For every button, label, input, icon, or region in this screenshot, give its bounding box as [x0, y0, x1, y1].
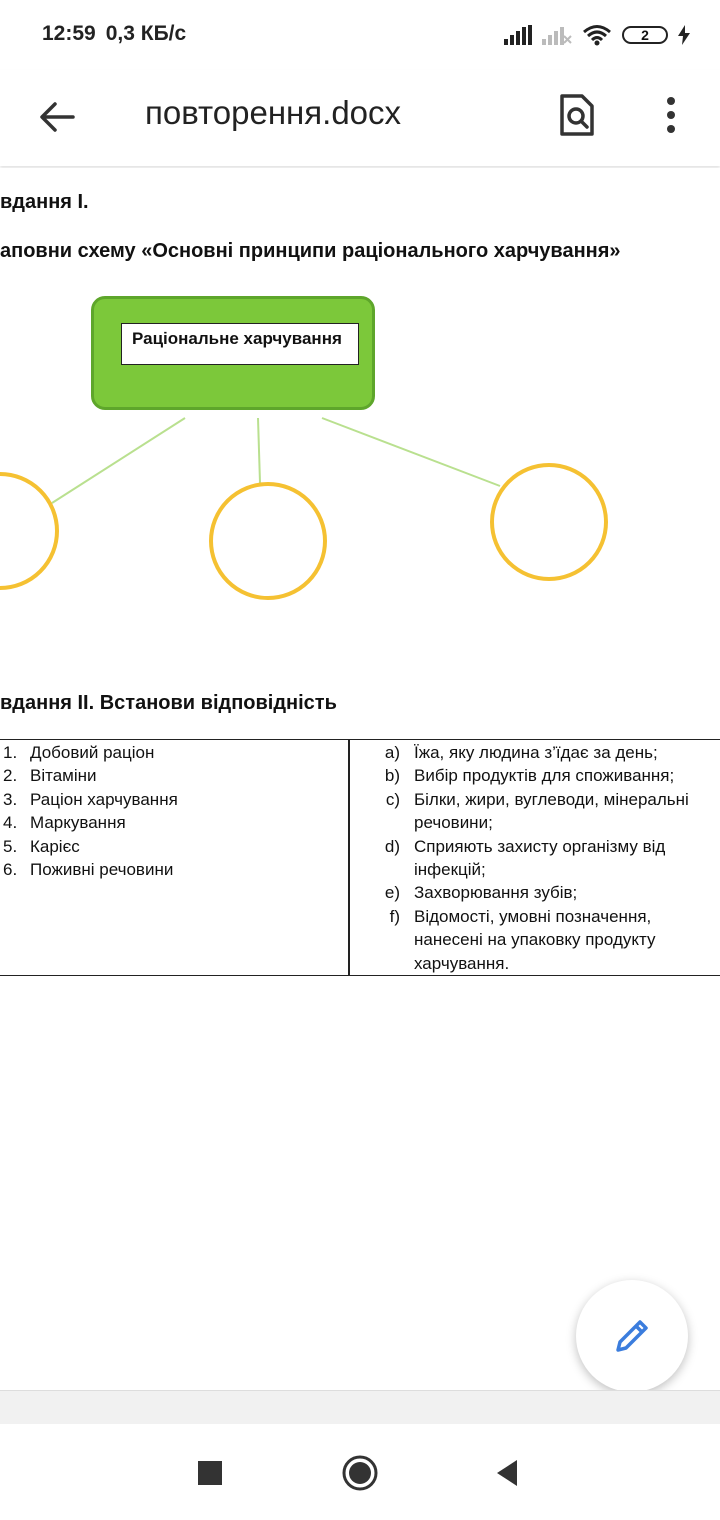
status-left	[42, 22, 186, 46]
definition-letter: f)	[389, 906, 400, 926]
definition-item	[356, 835, 720, 882]
term-item	[0, 788, 340, 811]
arrow-left-icon	[39, 101, 75, 133]
document-page[interactable]	[0, 168, 720, 1390]
definition-letter: b)	[384, 766, 400, 786]
signal-no-service-icon	[542, 25, 572, 45]
document-title: повторення.docx	[145, 94, 402, 131]
matching-table	[0, 739, 720, 976]
term-item	[0, 858, 340, 881]
term-number: 5.	[3, 836, 18, 856]
circle-home-icon	[341, 1454, 379, 1492]
home-button[interactable]	[335, 1448, 385, 1498]
recents-button[interactable]	[185, 1448, 235, 1498]
triangle-back-icon	[495, 1459, 519, 1487]
center-label: Раціональне харчування	[121, 323, 359, 365]
document-search-icon	[560, 94, 594, 136]
term-item	[0, 764, 340, 787]
term-number: 3.	[3, 789, 18, 809]
definition-letter: d)	[384, 836, 400, 856]
term-text: Вітаміни	[30, 766, 97, 786]
connector-line-middle	[258, 418, 260, 483]
status-time: 12:59	[42, 22, 96, 45]
definition-item	[356, 881, 720, 904]
task1-instruction: аповни схему «Основні принципи раціонального харчування»	[0, 240, 621, 262]
task2-heading: вдання ІІ. Встанови відповідність	[0, 692, 337, 714]
connector-line-left	[52, 418, 185, 503]
term-number: 6.	[3, 860, 18, 880]
more-vertical-icon	[666, 97, 676, 133]
status-bar	[0, 0, 720, 70]
definition-item	[356, 788, 720, 835]
battery-indicator	[622, 26, 668, 44]
definition-text: Білки, жири, вуглеводи, мінеральні речовини;	[414, 789, 689, 833]
definition-letter: c)	[385, 789, 400, 809]
system-nav-bar	[0, 1424, 720, 1520]
term-item	[0, 741, 340, 764]
empty-circle-middle	[211, 484, 325, 598]
definition-item	[356, 905, 720, 975]
definition-text: Вибір продуктів для споживання;	[414, 766, 675, 786]
app-bar	[0, 70, 720, 166]
empty-circle-right	[492, 465, 606, 579]
definition-letter: e)	[384, 883, 400, 903]
definitions-list	[356, 741, 720, 975]
definition-text: Відомості, умовні позначення, нанесені на упаковку продукту харчування.	[414, 906, 656, 973]
wifi-icon	[582, 24, 612, 46]
definition-text: Сприяють захисту організму від інфекцій;	[414, 836, 666, 880]
battery-level: 2	[641, 27, 649, 43]
back-button[interactable]	[30, 90, 84, 144]
term-text: Маркування	[30, 813, 126, 833]
term-number: 2.	[3, 766, 18, 786]
term-number: 4.	[3, 813, 18, 833]
center-box	[91, 296, 375, 410]
term-item	[0, 811, 340, 834]
term-text: Поживні речовини	[30, 860, 174, 880]
empty-circle-left	[0, 474, 57, 588]
term-text: Раціон харчування	[30, 789, 178, 809]
term-text: Добовий раціон	[30, 743, 155, 762]
definition-item	[356, 764, 720, 787]
pencil-edit-icon	[612, 1316, 652, 1356]
edit-fab-button[interactable]	[576, 1280, 688, 1392]
bottom-strip	[0, 1390, 720, 1425]
term-number: 1.	[3, 743, 18, 762]
signal-icon	[504, 25, 532, 45]
find-in-document-button[interactable]	[550, 88, 604, 142]
term-text: Карієс	[30, 836, 80, 856]
definition-text: Захворювання зубів;	[414, 883, 578, 903]
charging-icon	[678, 25, 690, 45]
definition-letter: a)	[384, 743, 400, 762]
back-nav-button[interactable]	[482, 1448, 532, 1498]
terms-list	[0, 741, 340, 881]
status-icons	[504, 22, 690, 48]
nutrition-scheme	[0, 288, 720, 608]
network-speed: 0,3 КБ/с	[105, 22, 187, 45]
square-recents-icon	[198, 1461, 222, 1485]
more-options-button[interactable]	[648, 88, 694, 142]
table-divider	[348, 740, 350, 975]
definition-item	[356, 741, 720, 764]
term-item	[0, 835, 340, 858]
connector-line-right	[322, 418, 500, 486]
task1-heading: вдання І.	[0, 191, 89, 213]
definition-text: Їжа, яку людина з’їдає за день;	[414, 743, 658, 762]
